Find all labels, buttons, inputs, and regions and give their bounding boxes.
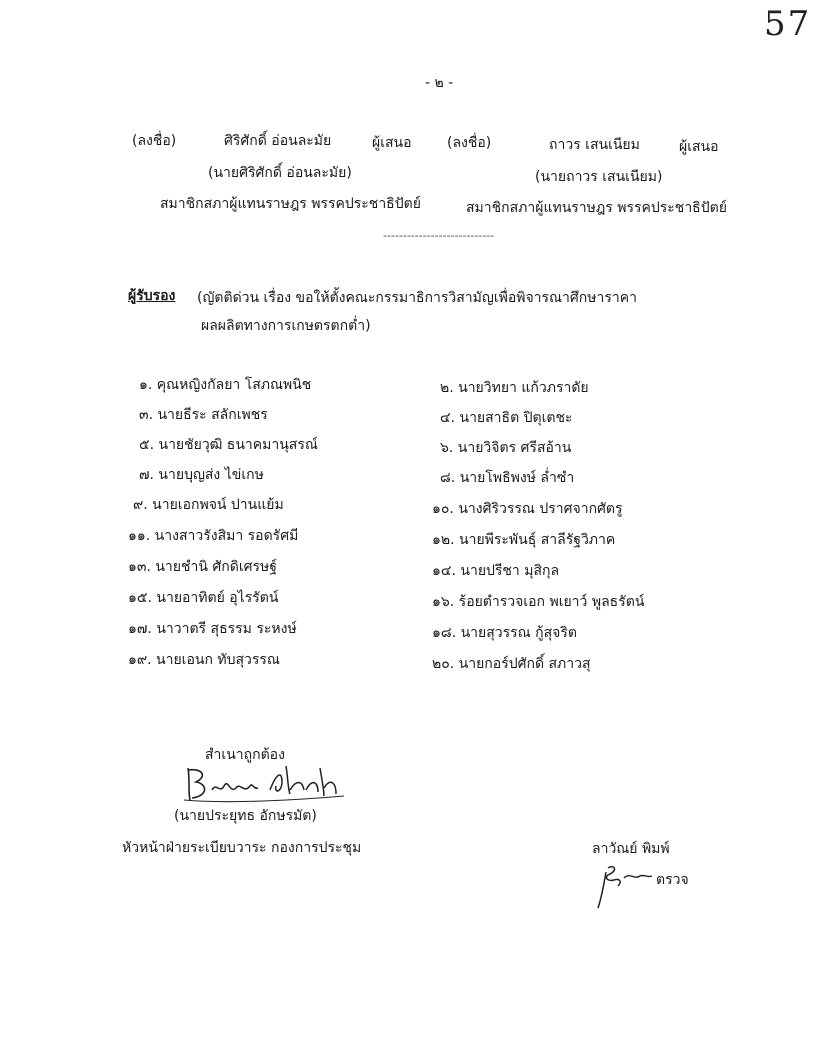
handwritten-page-number: 57 xyxy=(764,4,812,44)
list-item: ๑๗. นาวาตรี สุธรรม ระหงษ์ xyxy=(128,621,297,637)
list-item: ๑. คุณหญิงกัลยา โสภณพนิช xyxy=(139,377,312,393)
certifier-printed-name: (นายประยุทธ อักษรมัต) xyxy=(174,808,317,824)
list-item: ๕. นายชัยวุฒิ ธนาคมานุสรณ์ xyxy=(139,437,318,453)
list-item: ๒. นายวิทยา แก้วภราดัย xyxy=(440,380,589,396)
list-item: ๑๕. นายอาทิตย์ อุไรรัตน์ xyxy=(128,590,279,606)
certified-copy-label: สำเนาถูกต้อง xyxy=(205,747,285,763)
list-item: ๓. นายธีระ สลักเพชร xyxy=(139,407,268,423)
list-item: ๔. นายสาธิต ปิตุเตชะ xyxy=(440,410,573,426)
list-item: ๑๓. นายชำนิ ศักดิเศรษฐ์ xyxy=(128,559,277,575)
list-item: ๘. นายโพธิพงษ์ ล่ำซำ xyxy=(440,470,575,486)
signature: ถาวร เสนเนียม xyxy=(549,137,640,153)
list-item: ๑๔. นายปรีชา มุสิกุล xyxy=(432,563,560,579)
endorsers-label: ผู้รับรอง xyxy=(128,288,176,304)
list-item: ๑๖. ร้อยตำรวจเอก พเยาว์ พูลธรัตน์ xyxy=(432,594,645,610)
endorsers-subject-line1: (ญัตติด่วน เรื่อง ขอให้ตั้งคณะกรรมาธิการวิสามัญเพื่อพิจารณาศึกษาราคา xyxy=(197,290,637,306)
position-label: สมาชิกสภาผู้แทนราษฎร พรรคประชาธิปัตย์ xyxy=(466,200,727,216)
list-item: ๑๘. นายสุวรรณ กู้สุจริต xyxy=(432,625,577,641)
separator: ---------------------------- xyxy=(383,229,495,242)
check-label: ตรวจ xyxy=(656,872,689,888)
handwritten-signature xyxy=(178,760,348,806)
list-item: ๗. นายบุญส่ง ไข่เกษ xyxy=(139,467,264,483)
typist-name: ลาวัณย์ พิมพ์ xyxy=(592,841,670,857)
endorsers-subject-line2: ผลผลิตทางการเกษตรตกต่ำ) xyxy=(201,318,371,334)
list-item: ๑๑. นางสาวรังสิมา รอดรัศมี xyxy=(128,528,299,544)
list-item: ๑๙. นายเอนก ทับสุวรรณ xyxy=(128,652,280,668)
list-item: ๙. นายเอกพจน์ ปานแย้ม xyxy=(133,497,284,513)
role-label: ผู้เสนอ xyxy=(679,139,719,155)
sign-prefix: (ลงชื่อ) xyxy=(132,133,177,149)
certifier-position: หัวหน้าฝ่ายระเบียบวาระ กองการประชุม xyxy=(122,840,362,856)
list-item: ๑๒. นายพีระพันธุ์ สาลีรัฐวิภาค xyxy=(432,532,616,548)
list-item: ๑๐. นางศิริวรรณ ปราศจากศัตรู xyxy=(432,501,623,517)
page-number: - ๒ - xyxy=(425,75,454,91)
position-label: สมาชิกสภาผู้แทนราษฎร พรรคประชาธิปัตย์ xyxy=(160,196,421,212)
signature: ศิริศักดิ์ อ่อนละมัย xyxy=(224,133,332,149)
list-item: ๒๐. นายกอร์ปศักดิ์ สภาวสุ xyxy=(432,656,591,672)
sign-prefix: (ลงชื่อ) xyxy=(447,135,492,151)
role-label: ผู้เสนอ xyxy=(372,135,412,151)
printed-name: (นายศิริศักดิ์ อ่อนละมัย) xyxy=(208,165,352,181)
check-initials xyxy=(594,860,654,910)
list-item: ๖. นายวิจิตร ศรีสอ้าน xyxy=(440,440,572,456)
printed-name: (นายถาวร เสนเนียม) xyxy=(535,169,663,185)
